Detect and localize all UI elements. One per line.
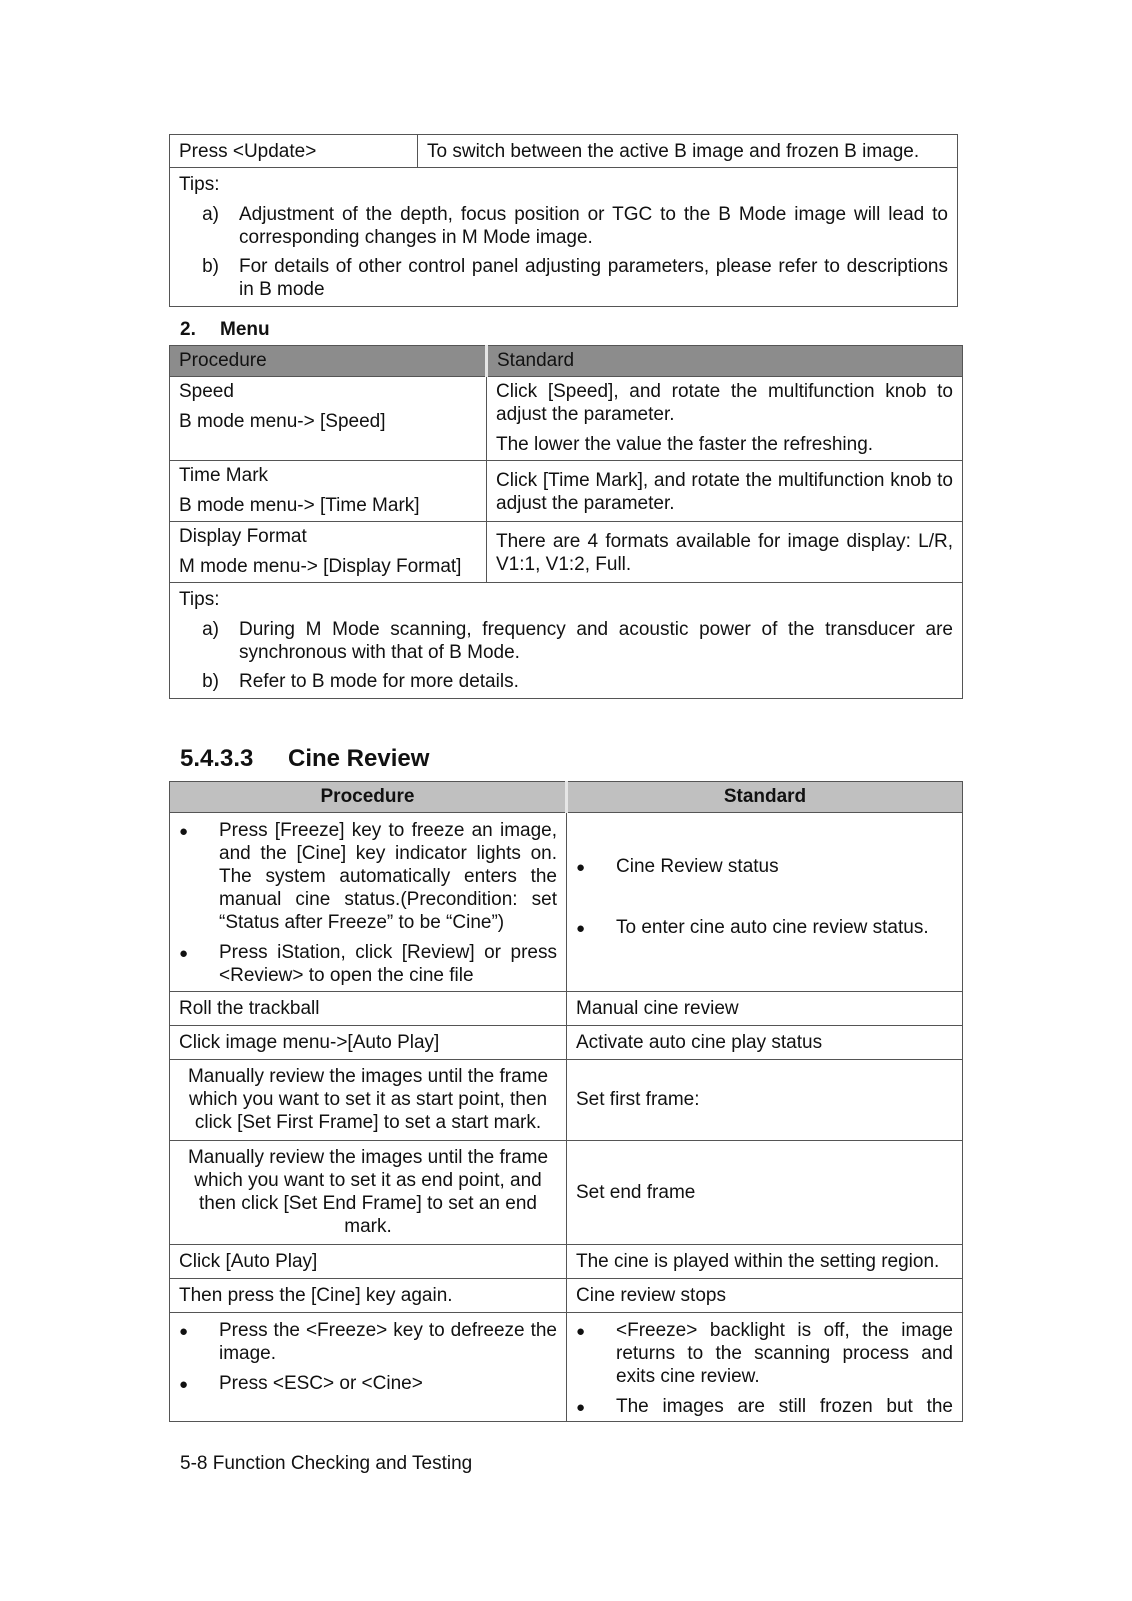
- procedure-cell: Manually review the images until the frame which you want to set it as start point, then click [Set First Frame] to set a start mark.: [170, 1060, 567, 1141]
- standard-cell: [567, 1313, 963, 1422]
- standard-cell: [487, 522, 963, 583]
- column-header-standard: Standard: [567, 782, 963, 813]
- table-row: [170, 522, 963, 583]
- table-row: [170, 1279, 963, 1313]
- tip-marker: b): [202, 256, 219, 277]
- table-row: [170, 1026, 963, 1060]
- table-row: [170, 1141, 963, 1245]
- tips-cell: [170, 583, 963, 699]
- list-item-text: Press the <Freeze> key to defreeze the image.: [219, 1320, 557, 1364]
- standard-text: There are 4 formats available for image display: L/R, V1:1, V1:2, Full.: [496, 531, 953, 575]
- list-item: [576, 916, 953, 940]
- procedure-cell: [170, 522, 487, 583]
- procedure-cell: Manually review the images until the frame which you want to set it as end point, and then click [Set End Frame] to set an end mark.: [170, 1141, 567, 1245]
- standard-cell: [487, 461, 963, 522]
- list-item-text: To enter cine auto cine review status.: [616, 917, 929, 938]
- section-title: Cine Review: [288, 745, 430, 772]
- procedure-cell: Then press the [Cine] key again.: [170, 1279, 567, 1313]
- list-item-text: <Freeze> backlight is off, the image returns to the scanning process and exits cine review.: [616, 1320, 953, 1387]
- tip-text: For details of other control panel adjusting parameters, please refer to descriptions in B mode: [239, 256, 948, 300]
- procedure-cell: [170, 1313, 567, 1422]
- standard-text: The lower the value the faster the refreshing.: [496, 434, 874, 455]
- list-item-text: The images are still frozen but the: [616, 1396, 953, 1417]
- standard-text: Click [Speed], and rotate the multifunction knob to adjust the parameter.: [496, 381, 953, 425]
- section-number: 2.: [180, 319, 196, 340]
- tip-marker: a): [202, 204, 219, 225]
- list-item: [179, 1372, 557, 1396]
- table-row: [170, 377, 963, 461]
- procedure-path: B mode menu-> [Speed]: [179, 411, 386, 432]
- standard-cell: The cine is played within the setting region.: [567, 1245, 963, 1279]
- procedure-cell: [170, 813, 567, 992]
- list-item: [576, 1395, 953, 1419]
- table-header-row: [170, 782, 963, 813]
- procedure-cell: Click image menu->[Auto Play]: [170, 1026, 567, 1060]
- table-row: [170, 813, 963, 992]
- column-header-procedure: Procedure: [170, 346, 487, 377]
- section-heading-menu: [180, 319, 270, 341]
- tip-marker: b): [202, 671, 219, 692]
- bullet-icon: ●: [576, 1323, 586, 1340]
- standard-cell: Manual cine review: [567, 992, 963, 1026]
- list-item-text: Press [Freeze] key to freeze an image, and the [Cine] key indicator lights on. The system automatically enters the manual cine status.(Precondition: set “Status after Freeze” to be “Cine”): [219, 820, 557, 933]
- list-item: [576, 1319, 953, 1388]
- standard-cell: [567, 813, 963, 992]
- page-footer: 5-8 Function Checking and Testing: [180, 1453, 473, 1474]
- standard-text: Click [Time Mark], and rotate the multifunction knob to adjust the parameter.: [496, 470, 953, 514]
- tips-row: [170, 583, 963, 699]
- procedure-title: Display Format: [179, 526, 307, 547]
- tip-item: [179, 255, 948, 301]
- table-row: [170, 992, 963, 1026]
- tip-text: Refer to B mode for more details.: [239, 671, 519, 692]
- procedure-cell: [170, 461, 487, 522]
- column-header-standard: Standard: [487, 346, 963, 377]
- standard-cell: Activate auto cine play status: [567, 1026, 963, 1060]
- tips-title: Tips:: [179, 174, 220, 195]
- list-item: [179, 1319, 557, 1365]
- bullet-icon: ●: [179, 1323, 189, 1340]
- tip-marker: a): [202, 619, 219, 640]
- column-header-procedure: Procedure: [170, 782, 567, 813]
- bullet-icon: ●: [576, 920, 586, 937]
- table-row: [170, 1060, 963, 1141]
- standard-cell: Set first frame:: [567, 1060, 963, 1141]
- list-item-text: Cine Review status: [616, 856, 779, 877]
- table-row: [170, 135, 958, 168]
- bullet-icon: ●: [576, 859, 586, 876]
- table-row: [170, 461, 963, 522]
- bullet-icon: ●: [179, 823, 189, 840]
- tip-item: [179, 670, 953, 693]
- top-table: [169, 134, 958, 307]
- tips-row: [170, 168, 958, 307]
- standard-cell: Cine review stops: [567, 1279, 963, 1313]
- tips-title: Tips:: [179, 589, 220, 610]
- bullet-icon: ●: [179, 1376, 189, 1393]
- procedure-path: M mode menu-> [Display Format]: [179, 556, 462, 577]
- menu-table: [169, 345, 963, 699]
- standard-cell: Set end frame: [567, 1141, 963, 1245]
- section-number: 5.4.3.3: [180, 745, 254, 772]
- section-heading-cine-review: [180, 745, 429, 773]
- procedure-title: Speed: [179, 381, 234, 402]
- standard-cell: To switch between the active B image and frozen B image.: [418, 135, 958, 168]
- standard-cell: [487, 377, 963, 461]
- table-row: [170, 1313, 963, 1422]
- bullet-icon: ●: [179, 945, 189, 962]
- list-item: [179, 941, 557, 987]
- table-header-row: [170, 346, 963, 377]
- section-title: Menu: [220, 319, 270, 340]
- list-item-text: Press iStation, click [Review] or press <Review> to open the cine file: [219, 942, 557, 986]
- procedure-cell: [170, 377, 487, 461]
- tips-cell: [170, 168, 958, 307]
- procedure-path: B mode menu-> [Time Mark]: [179, 495, 420, 516]
- tip-item: [179, 618, 953, 664]
- list-item-text: Press <ESC> or <Cine>: [219, 1373, 423, 1394]
- procedure-title: Time Mark: [179, 465, 269, 486]
- tip-text: Adjustment of the depth, focus position or TGC to the B Mode image will lead to corresponding changes in M Mode image.: [239, 204, 948, 248]
- procedure-cell: Press <Update>: [170, 135, 418, 168]
- list-item: [179, 819, 557, 934]
- procedure-cell: Roll the trackball: [170, 992, 567, 1026]
- tip-text: During M Mode scanning, frequency and acoustic power of the transducer are synchronous with that of B Mode.: [239, 619, 953, 663]
- table-row: [170, 1245, 963, 1279]
- list-item: [576, 855, 953, 879]
- bullet-icon: ●: [576, 1399, 586, 1416]
- procedure-cell: Click [Auto Play]: [170, 1245, 567, 1279]
- tip-item: [179, 203, 948, 249]
- cine-review-table: [169, 781, 963, 1422]
